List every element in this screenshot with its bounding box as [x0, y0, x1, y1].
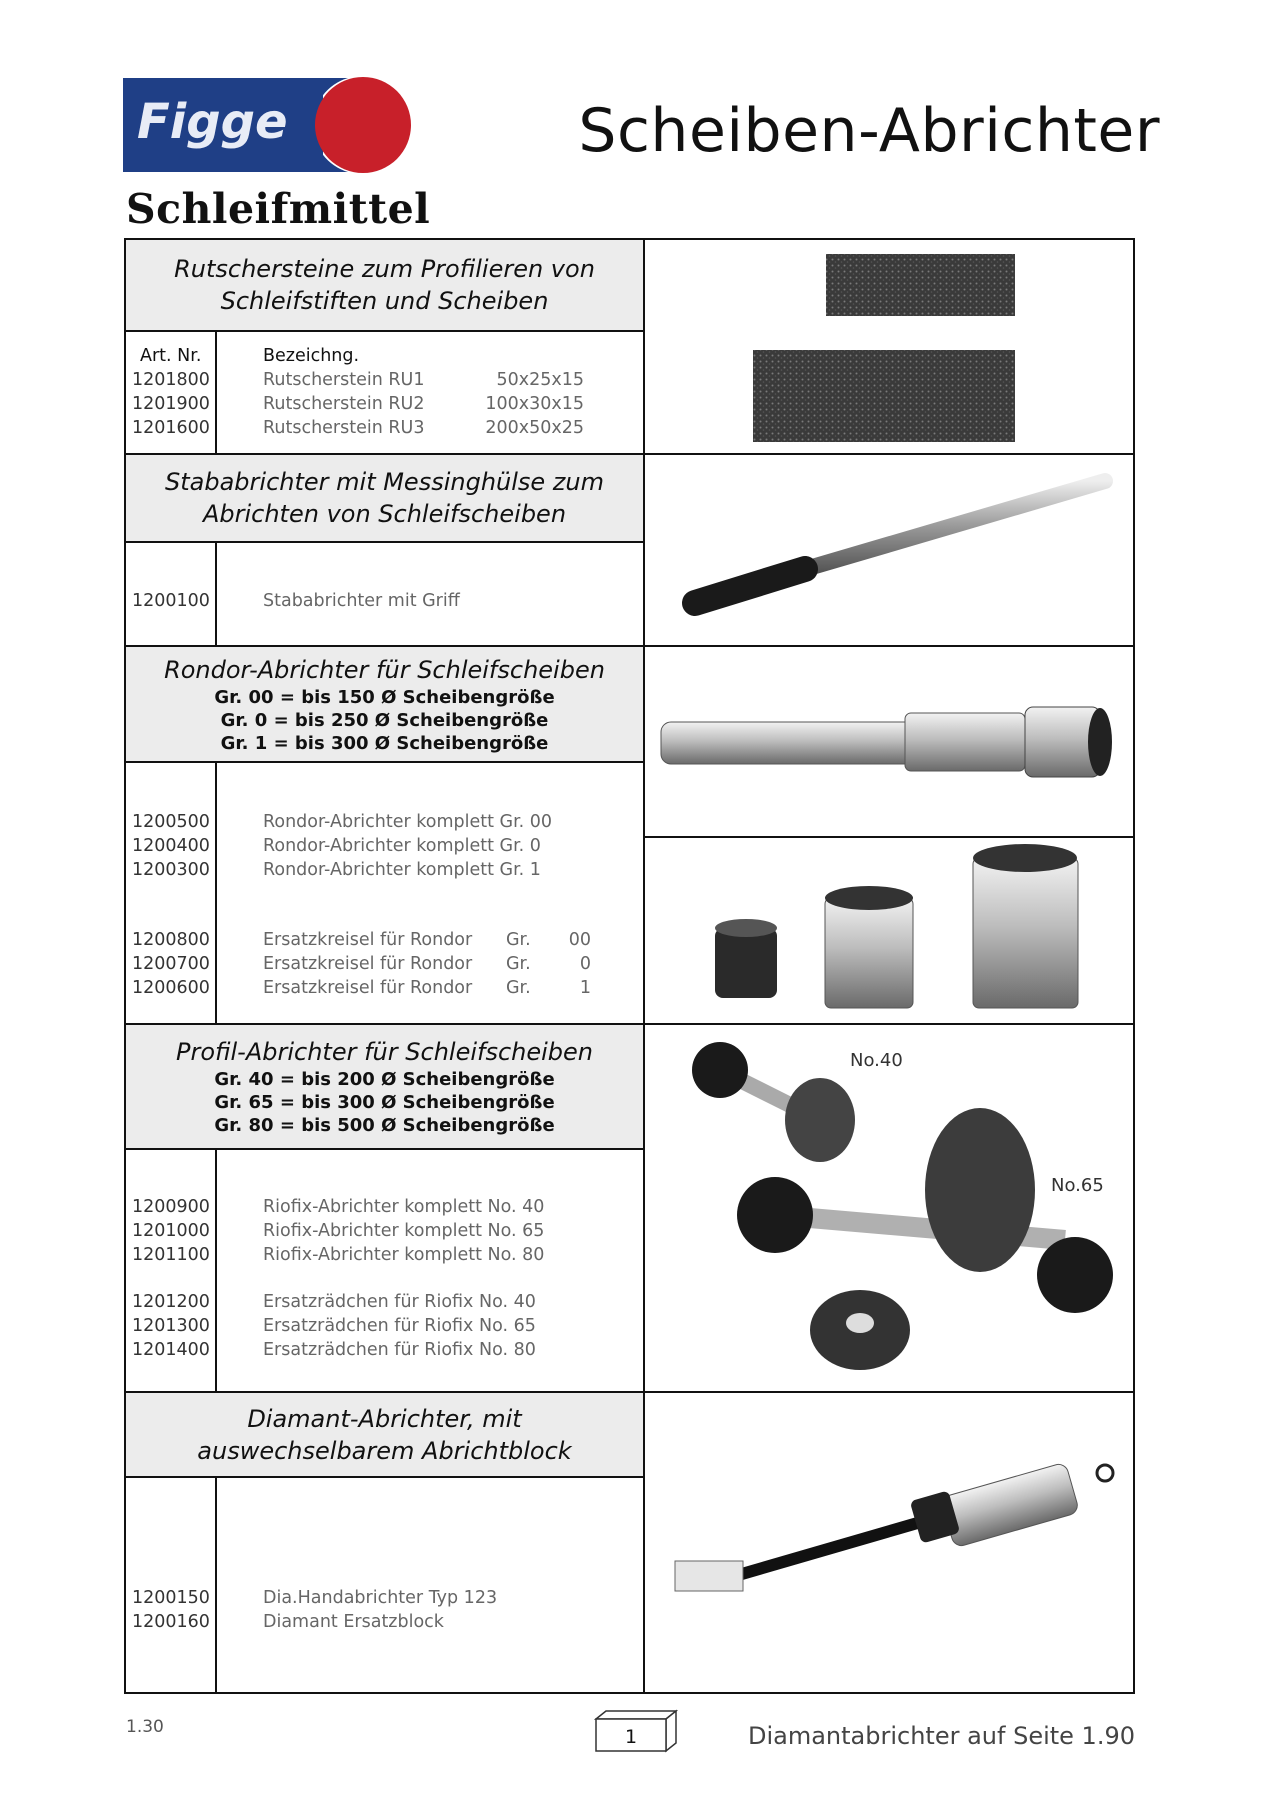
art-nr: 1200150: [132, 1588, 210, 1608]
section-title: Diamant-Abrichter, mit: [247, 1404, 522, 1433]
section-header: [126, 1025, 643, 1148]
description: Rondor-Abrichter komplett Gr. 1: [263, 860, 541, 880]
art-nr-header: Art. Nr.: [140, 346, 202, 366]
table-row: [126, 976, 643, 1000]
art-column-divider: [215, 1478, 217, 1692]
art-nr: 1200400: [132, 836, 210, 856]
description: Ersatzkreisel für Rondor: [263, 930, 473, 950]
description: Rutscherstein RU2: [263, 394, 425, 414]
size-number: 1: [579, 978, 591, 998]
art-nr: 1201200: [132, 1292, 210, 1312]
spec-line: Gr. 40 = bis 200 Ø Scheibengröße: [214, 1069, 555, 1090]
image-label-no40: No.40: [850, 1050, 903, 1071]
size: 100x30x15: [485, 394, 584, 414]
section-title: auswechselbarem Abrichtblock: [197, 1436, 572, 1465]
spec-line: Gr. 00 = bis 150 Ø Scheibengröße: [214, 686, 555, 708]
table-row: [126, 1586, 643, 1610]
section-title: Schleifstiften und Scheiben: [220, 287, 549, 315]
table-row: [126, 810, 643, 834]
spec-line: Gr. 0 = bis 250 Ø Scheibengröße: [220, 709, 549, 731]
table-row: [126, 952, 643, 976]
section-title: Rutschersteine zum Profilieren von: [174, 255, 595, 283]
art-nr: 1201400: [132, 1340, 210, 1360]
art-nr: 1200600: [132, 978, 210, 998]
table-row: [126, 858, 643, 882]
catalog-table: [124, 238, 1135, 1694]
table-row: [126, 928, 643, 952]
table-row: [126, 1290, 643, 1314]
art-nr: 1200900: [132, 1197, 210, 1217]
art-nr: 1200100: [132, 591, 210, 611]
description: Riofix-Abrichter komplett No. 40: [263, 1197, 545, 1217]
section-header: [126, 647, 643, 761]
description: Rondor-Abrichter komplett Gr. 00: [263, 812, 553, 832]
ersatzkreisel-image: [645, 838, 1133, 1023]
page-number: 1.30: [126, 1717, 164, 1737]
divider: [126, 1148, 645, 1150]
spec-line: Gr. 65 = bis 300 Ø Scheibengröße: [214, 1092, 555, 1113]
page-box-icon: [594, 1709, 678, 1753]
table-row: [126, 1243, 643, 1267]
divider: [126, 1476, 645, 1478]
table-row: [126, 1314, 643, 1338]
figge-logo: [123, 76, 413, 174]
rutscherstein-image: [645, 240, 1133, 453]
section-title: Abrichten von Schleifscheiben: [202, 500, 567, 528]
pager-number: 1: [624, 1726, 638, 1748]
art-nr: 1201100: [132, 1245, 210, 1265]
description: Ersatzrädchen für Riofix No. 80: [263, 1340, 536, 1360]
table-row: [126, 392, 643, 416]
section-header: [126, 1393, 643, 1476]
size: 50x25x15: [496, 370, 584, 390]
svg-text:Figge: Figge: [137, 94, 288, 150]
description: Diamant Ersatzblock: [263, 1612, 444, 1632]
table-row: [126, 834, 643, 858]
section-header: [126, 455, 643, 541]
description: Ersatzrädchen für Riofix No. 65: [263, 1316, 536, 1336]
art-nr: 1201800: [132, 370, 210, 390]
table-row: [126, 589, 643, 613]
description: Riofix-Abrichter komplett No. 80: [263, 1245, 545, 1265]
description: Rondor-Abrichter komplett Gr. 0: [263, 836, 541, 856]
rondor-abrichter-image: [645, 647, 1133, 836]
spec-line: Gr. 1 = bis 300 Ø Scheibengröße: [220, 732, 549, 754]
size-group: Gr.: [506, 930, 531, 950]
section-title: Stababrichter mit Messinghülse zum: [165, 468, 604, 496]
art-nr: 1200160: [132, 1612, 210, 1632]
table-row: [126, 1195, 643, 1219]
art-nr: 1200800: [132, 930, 210, 950]
description: Ersatzkreisel für Rondor: [263, 954, 473, 974]
bezeichnung-header: Bezeichng.: [263, 346, 360, 366]
size-group: Gr.: [506, 954, 531, 974]
size: 200x50x25: [485, 418, 584, 438]
section-title: Profil-Abrichter für Schleifscheiben: [175, 1038, 594, 1066]
riofix-abrichter-image: [645, 1025, 1133, 1391]
divider: [126, 541, 645, 543]
section-header: [126, 240, 643, 330]
art-nr: 1201900: [132, 394, 210, 414]
size-number: 00: [568, 930, 591, 950]
column-header-row: [126, 344, 643, 368]
table-row: [126, 1219, 643, 1243]
page-title: Scheiben-Abrichter: [578, 96, 1160, 166]
description: Rutscherstein RU3: [263, 418, 425, 438]
description: Rutscherstein RU1: [263, 370, 425, 390]
section-title: Rondor-Abrichter für Schleifscheiben: [164, 655, 605, 684]
table-row: [126, 416, 643, 440]
art-nr: 1200700: [132, 954, 210, 974]
description: Ersatzkreisel für Rondor: [263, 978, 473, 998]
description: Ersatzrädchen für Riofix No. 40: [263, 1292, 536, 1312]
diamant-abrichter-image: [645, 1393, 1133, 1692]
description: Riofix-Abrichter komplett No. 65: [263, 1221, 545, 1241]
description: Dia.Handabrichter Typ 123: [263, 1588, 498, 1608]
spec-line: Gr. 80 = bis 500 Ø Scheibengröße: [214, 1115, 555, 1136]
divider: [126, 761, 645, 763]
art-nr: 1201600: [132, 418, 210, 438]
divider: [126, 330, 645, 332]
footer-note: Diamantabrichter auf Seite 1.90: [747, 1722, 1135, 1750]
section-subtitle: Schleifmittel: [126, 185, 431, 233]
description: Stababrichter mit Griff: [263, 591, 460, 611]
image-label-no65: No.65: [1051, 1175, 1104, 1196]
size-number: 0: [579, 954, 591, 974]
size-group: Gr.: [506, 978, 531, 998]
art-nr: 1201000: [132, 1221, 210, 1241]
table-row: [126, 1338, 643, 1362]
art-nr: 1200500: [132, 812, 210, 832]
table-row: [126, 1610, 643, 1634]
art-nr: 1201300: [132, 1316, 210, 1336]
stababrichter-image: [645, 455, 1133, 645]
art-nr: 1200300: [132, 860, 210, 880]
table-row: [126, 368, 643, 392]
